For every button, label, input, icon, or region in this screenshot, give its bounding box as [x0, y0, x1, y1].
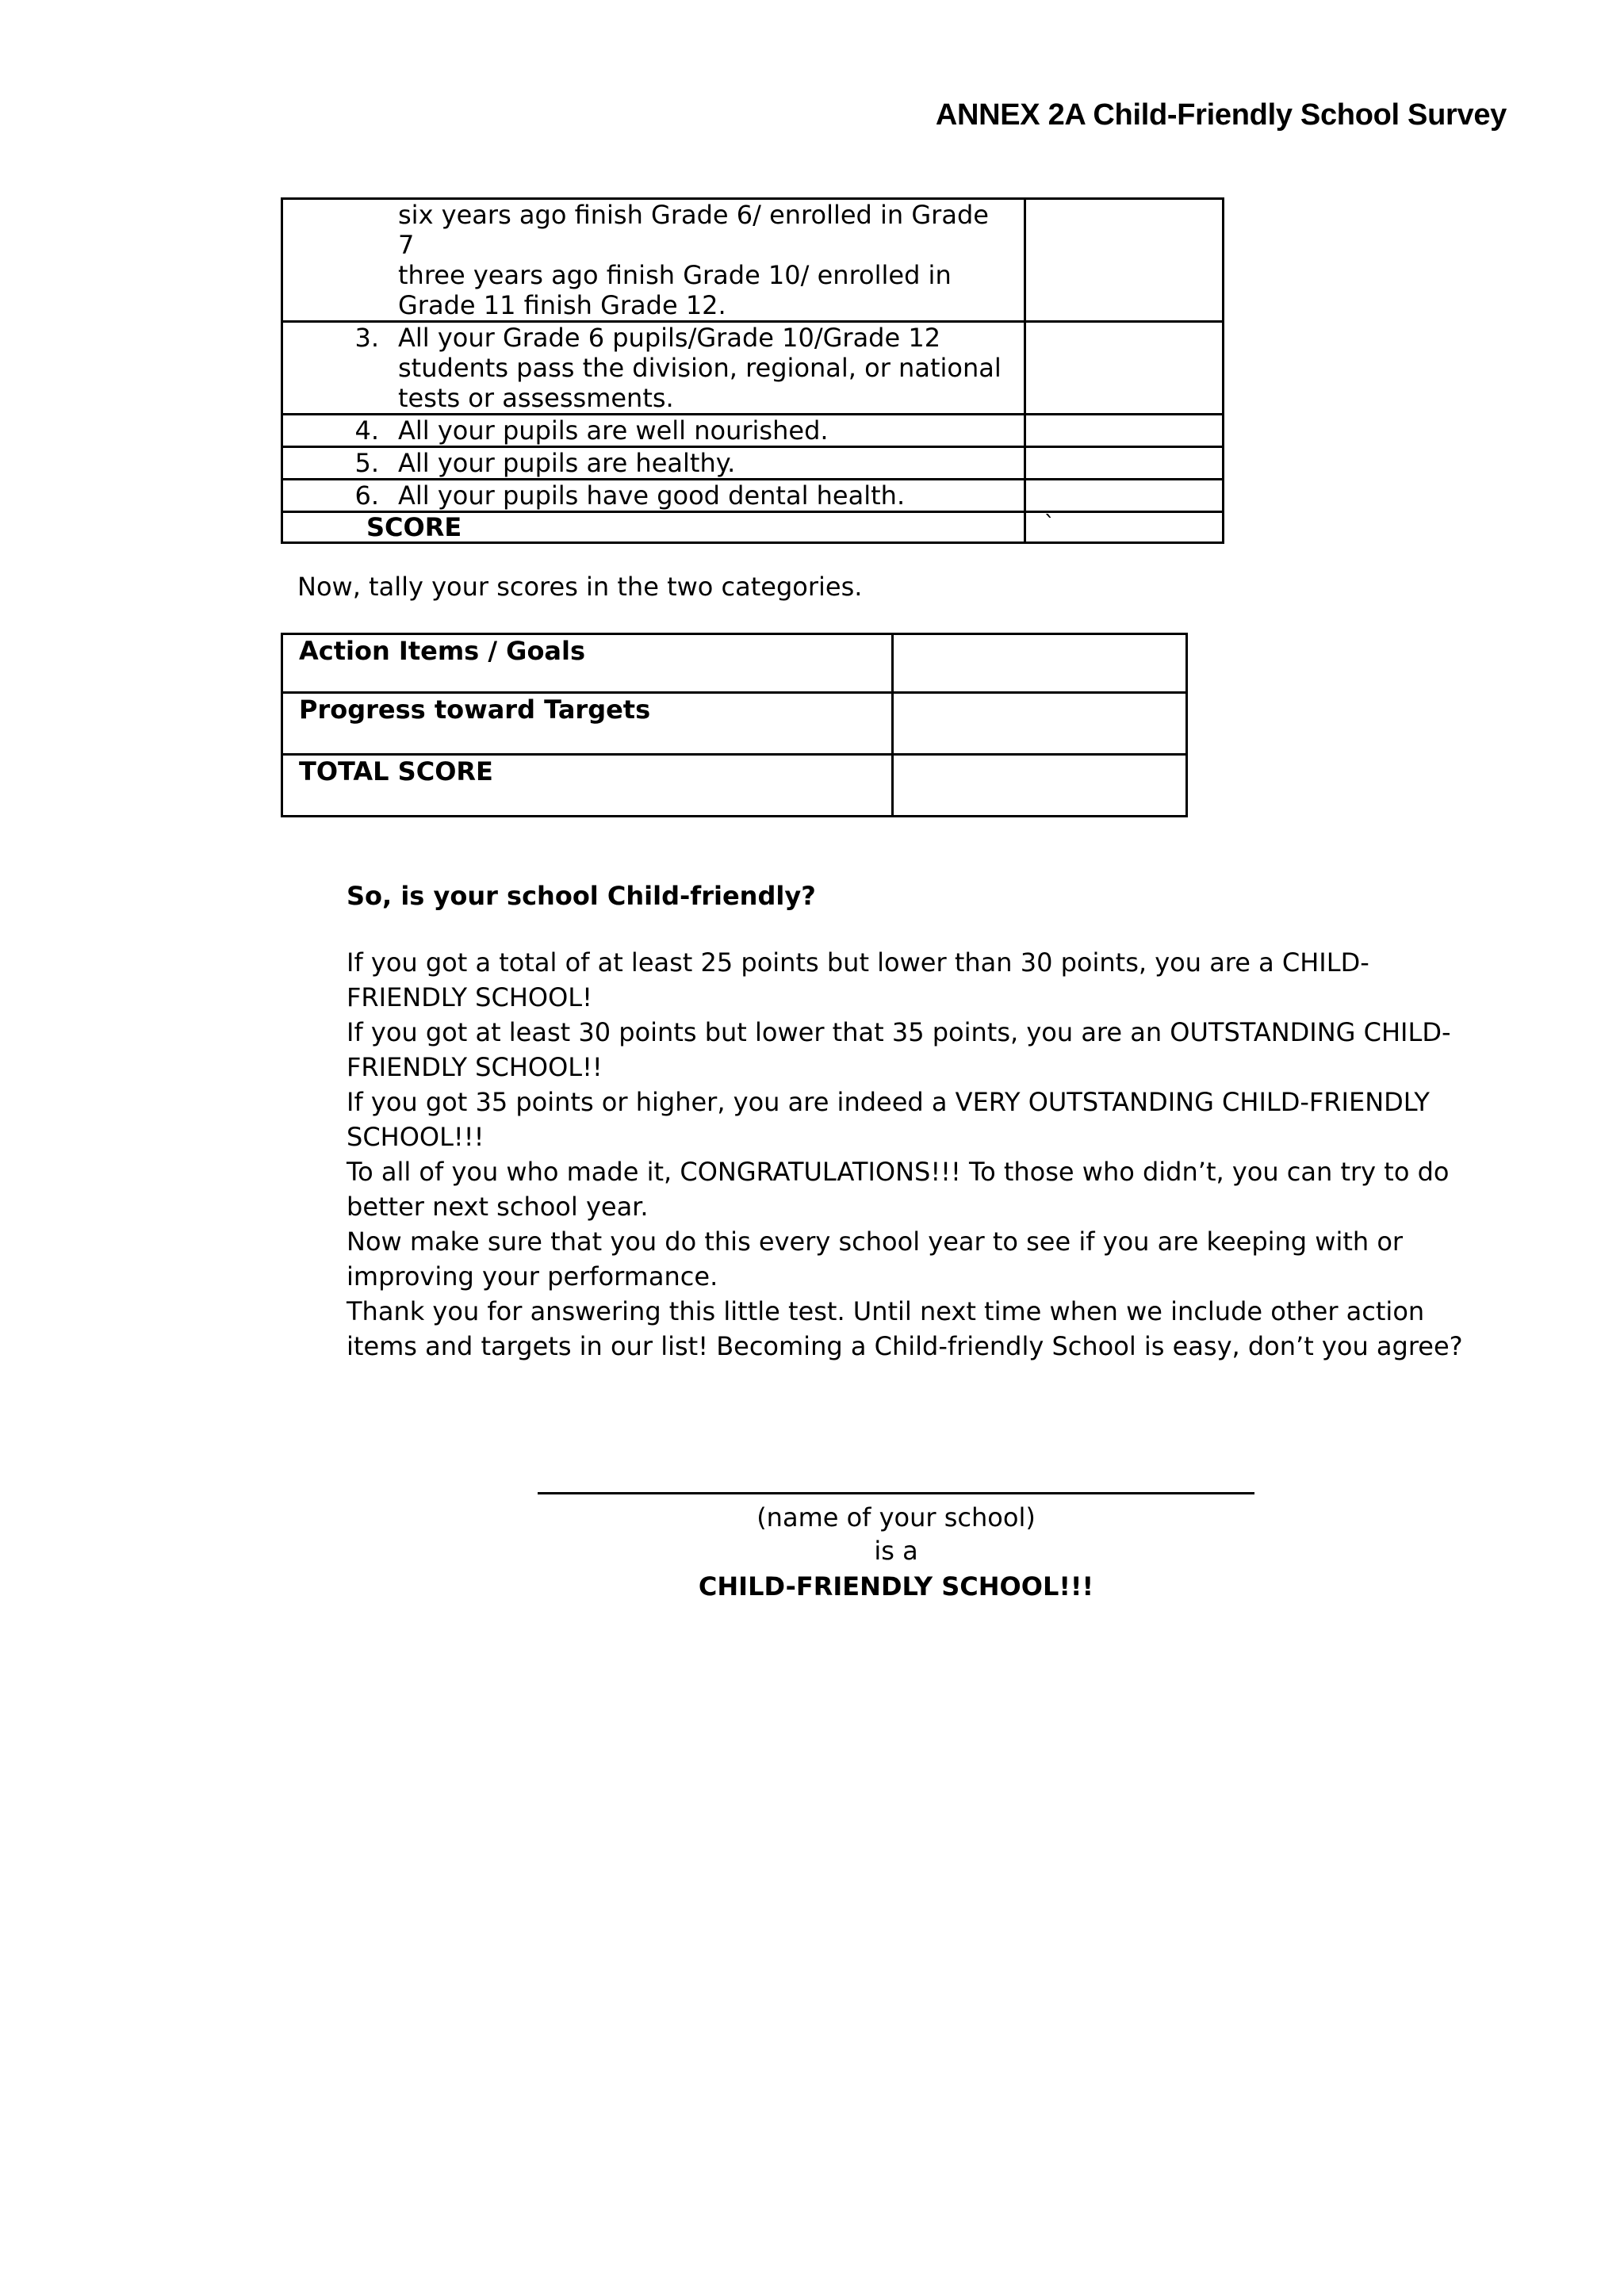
item-number: 4.: [354, 415, 379, 446]
score-cell[interactable]: [1025, 415, 1224, 447]
conclusion-paragraphs: [347, 945, 1473, 1364]
table-row: [282, 199, 1224, 322]
paragraph: If you got a total of at least 25 points but lower than 30 points, you are a CHILD-FRIENDLY SCHOOL!: [347, 947, 1369, 1012]
score-label-cell: [282, 512, 1025, 543]
table-row: [282, 634, 1187, 693]
is-a-text: is a: [874, 1536, 918, 1566]
item-number: 6.: [354, 480, 379, 511]
targets-table: [281, 197, 1224, 544]
item-text: All your pupils are healthy.: [398, 448, 736, 478]
table-row: [282, 322, 1224, 415]
table-row: [282, 480, 1224, 512]
item-text: All your pupils are well nourished.: [398, 415, 829, 446]
tally-label: TOTAL SCORE: [282, 755, 893, 817]
question-cell: [282, 199, 1025, 322]
question-cell: [282, 322, 1025, 415]
score-mark: `: [1044, 511, 1055, 537]
question-cell: [282, 480, 1025, 512]
item-number: 3.: [354, 323, 379, 353]
table-row: [282, 447, 1224, 480]
paragraph: If you got 35 points or higher, you are indeed a VERY OUTSTANDING CHILD-FRIENDLY SCHOOL!!!: [347, 1087, 1430, 1152]
item-number: [283, 200, 398, 320]
page-header-title: ANNEX 2A Child-Friendly School Survey: [935, 98, 1507, 132]
tally-value-cell[interactable]: [893, 693, 1187, 755]
paragraph: Now make sure that you do this every school year to see if you are keeping with or improving your performance.: [347, 1226, 1404, 1292]
conclusion-heading: So, is your school Child-friendly?: [347, 881, 816, 911]
item-number: 5.: [354, 448, 379, 478]
item-text: All your pupils have good dental health.: [398, 480, 906, 511]
paragraph: Thank you for answering this little test. Until next time when we include other action items and targets in our list! Becoming a Child-friendly School is easy, don’t you agree?: [347, 1296, 1463, 1361]
tally-table: [281, 633, 1188, 817]
score-cell[interactable]: [1025, 322, 1224, 415]
table-row: [282, 755, 1187, 817]
table-row: [282, 693, 1187, 755]
tally-label: Action Items / Goals: [282, 634, 893, 693]
item-text: All your Grade 6 pupils/Grade 10/Grade 12 students pass the division, regional, or national tests or assessments.: [398, 323, 1002, 413]
paragraph: To all of you who made it, CONGRATULATIONS!!! To those who didn’t, you can try to do better next school year.: [347, 1157, 1450, 1222]
score-cell[interactable]: [1025, 447, 1224, 480]
score-row: [282, 512, 1224, 543]
question-cell: [282, 415, 1025, 447]
score-label: SCORE: [366, 512, 462, 542]
table-row: [282, 415, 1224, 447]
item-text: six years ago finish Grade 6/ enrolled in Grade 7 three years ago finish Grade 10/ enrolled in Grade 11 finish Grade 12.: [398, 200, 989, 320]
tally-instructions: Now, tally your scores in the two categories.: [297, 572, 863, 602]
paragraph: If you got at least 30 points but lower that 35 points, you are an OUTSTANDING CHILD-FRIENDLY SCHOOL!!: [347, 1017, 1451, 1082]
score-cell[interactable]: [1025, 199, 1224, 322]
tally-label: Progress toward Targets: [282, 693, 893, 755]
school-name-line[interactable]: [538, 1492, 1254, 1494]
tally-value-cell[interactable]: [893, 634, 1187, 693]
score-total-cell[interactable]: [1025, 512, 1224, 543]
question-cell: [282, 447, 1025, 480]
child-friendly-title: CHILD-FRIENDLY SCHOOL!!!: [698, 1571, 1094, 1601]
school-name-hint: (name of your school): [756, 1502, 1036, 1533]
tally-value-cell[interactable]: [893, 755, 1187, 817]
score-cell[interactable]: [1025, 480, 1224, 512]
